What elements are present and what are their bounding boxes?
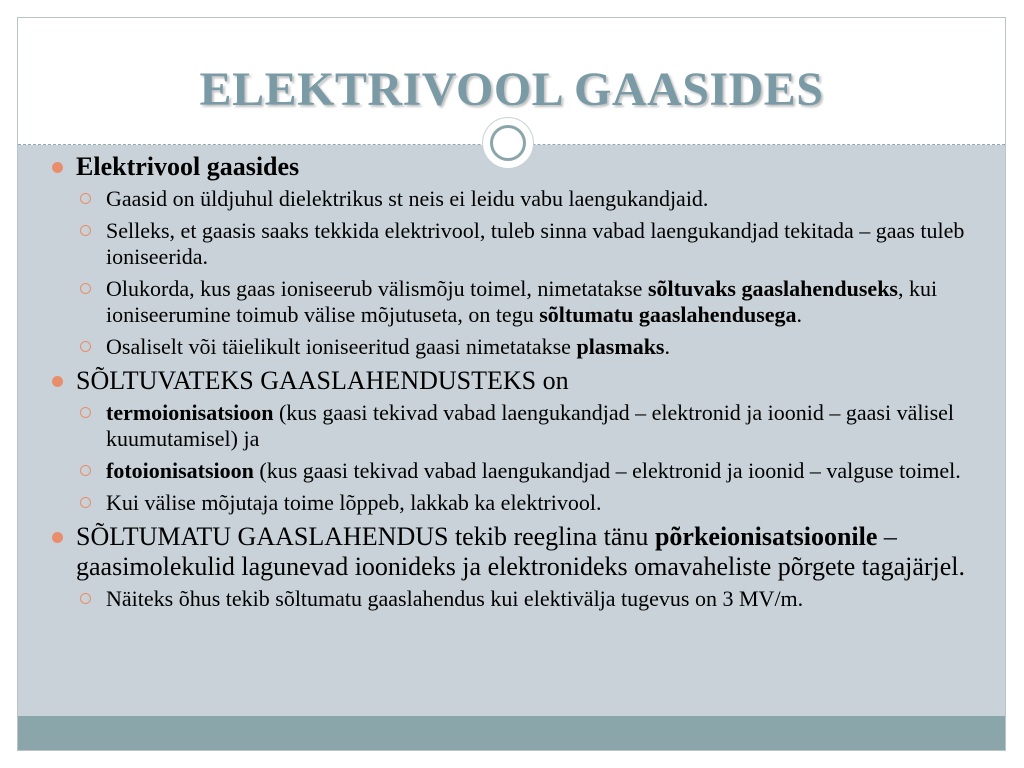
bullet-level2: [46, 490, 991, 516]
bold-text: põrkeionisatsioonile: [654, 522, 878, 551]
footer-band: [18, 716, 1005, 751]
text-run: Osaliselt või täielikult ioniseeritud gaasi nimetatakse: [106, 334, 577, 359]
bullet-level1: [46, 522, 991, 582]
text-run: Olukorda, kus gaas ioniseerub välismõju toimel, nimetatakse: [106, 276, 648, 301]
text-run: Gaasid on üldjuhul dielektrikus st neis ei leidu vabu laengukandjaid.: [106, 186, 709, 211]
bold-text: fotoionisatsioon: [106, 458, 254, 483]
bullet-level2: [46, 276, 991, 328]
hollow-bullet-icon: [80, 283, 91, 294]
text-run: Selleks, et gaasis saaks tekkida elektrivool, tuleb sinna vabad laengukandjad tekitada – gaas tuleb ioniseerida.: [106, 218, 965, 269]
bullet-level2: [46, 218, 991, 270]
text-run: , kui ioniseerumine toimub välise mõjutuseta, on tegu: [106, 276, 938, 327]
bold-text: Elektrivool gaasides: [76, 152, 300, 181]
bullet-list: [46, 152, 991, 618]
bullet-level1: [46, 152, 991, 182]
bullet-level2: [46, 586, 991, 612]
text-run: (kus gaasi tekivad vabad laengukandjad – elektronid ja ioonid – gaasi välisel kuumutamisel) ja: [106, 400, 955, 451]
hollow-bullet-icon: [80, 193, 91, 204]
hollow-bullet-icon: [80, 497, 91, 508]
filled-bullet-icon: [52, 376, 63, 387]
bullet-level2: [46, 334, 991, 360]
hollow-bullet-icon: [80, 341, 91, 352]
bold-text: sõltumatu gaaslahendusega: [539, 302, 797, 327]
text-run: .: [796, 302, 803, 327]
slide-frame: [17, 17, 1006, 751]
text-run: SÕLTUVATEKS GAASLAHENDUSTEKS on: [76, 366, 569, 395]
text-run: – gaasimolekulid lagunevad ioonideks ja elektronideks omavaheliste põrgete tagajärjel.: [76, 522, 966, 581]
slide-title: ELEKTRIVOOL GAASIDES: [199, 63, 824, 116]
bullet-level2: [46, 458, 991, 484]
bold-text: sõltuvaks gaaslahenduseks: [647, 276, 898, 301]
filled-bullet-icon: [52, 162, 63, 173]
text-run: Näiteks õhus tekib sõltumatu gaaslahendus kui elektivälja tugevus on 3 MV/m.: [106, 586, 804, 611]
bullet-level2: [46, 186, 991, 212]
text-run: Kui välise mõjutaja toime lõppeb, lakkab ka elektrivool.: [106, 490, 602, 515]
hollow-bullet-icon: [80, 593, 91, 604]
text-run: SÕLTUMATU GAASLAHENDUS tekib reeglina tänu: [76, 522, 655, 551]
text-run: .: [664, 334, 670, 359]
hollow-bullet-icon: [80, 225, 91, 236]
bold-text: termoionisatsioon: [106, 400, 274, 425]
bold-text: plasmaks: [576, 334, 665, 359]
bullet-level2: [46, 400, 991, 452]
hollow-bullet-icon: [80, 465, 91, 476]
filled-bullet-icon: [52, 532, 63, 543]
hollow-bullet-icon: [80, 407, 91, 418]
text-run: (kus gaasi tekivad vabad laengukandjad – elektronid ja ioonid – valguse toimel.: [253, 458, 961, 483]
bullet-level1: [46, 366, 991, 396]
